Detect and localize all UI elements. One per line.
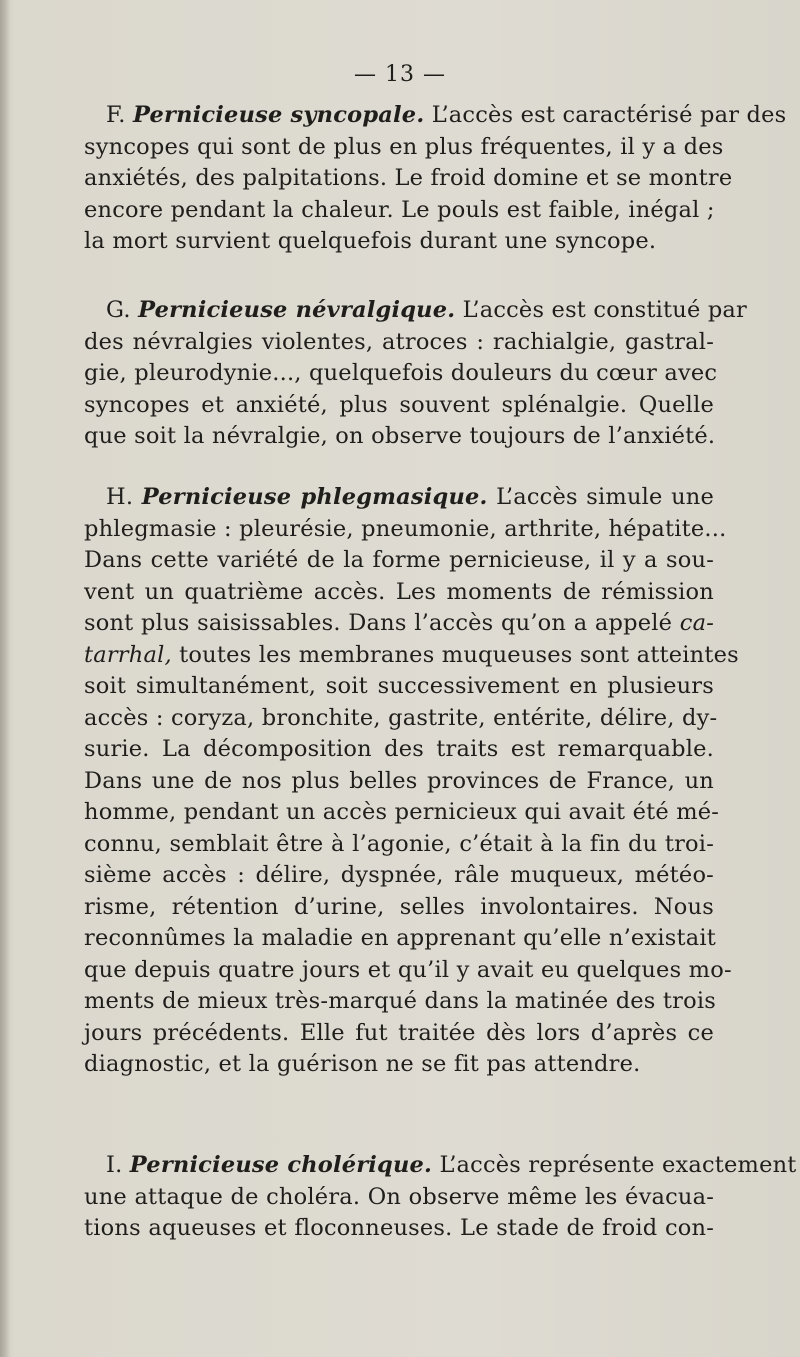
text-line — [84, 1150, 797, 1182]
text-line: soit simultanément, soit successivement en plusieurs — [84, 673, 714, 699]
text-line: une attaque de choléra. On observe même les évacua- — [84, 1183, 714, 1210]
section-letter: H. — [106, 484, 142, 510]
section-letter: F. — [106, 102, 134, 128]
section-title: Pernicieuse syncopale. — [133, 102, 425, 128]
text-line: homme, pendant un accès pernicieux qui avait été mé- — [84, 799, 720, 825]
text-line: que depuis quatre jours et qu’il y avait eu quelques mo- — [84, 956, 732, 983]
text-line: ments de mieux très-marqué dans la matinée des trois — [84, 988, 716, 1014]
text-line — [84, 640, 739, 672]
text-line: diagnostic, et la guérison ne se fit pas attendre. — [84, 1051, 641, 1077]
paragraph-h — [84, 482, 739, 1081]
text-line: vent un quatrième accès. Les moments de rémission — [84, 578, 714, 605]
text-line: que soit la névralgie, on observe toujours de l’anxiété. — [84, 423, 716, 449]
text-line: risme, rétention d’urine, selles involontaires. Nous — [84, 893, 714, 920]
text-line: reconnûmes la maladie en apprenant qu’elle n’existait — [84, 925, 716, 951]
text-line: accès : coryza, bronchite, gastrite, entérite, délire, dy- — [84, 704, 718, 731]
section-title: Pernicieuse phlegmasique. — [141, 484, 488, 510]
text-line — [84, 482, 714, 514]
paragraph-i — [84, 1150, 797, 1245]
text-line: Dans une de nos plus belles provinces de France, un — [84, 767, 714, 794]
page-edge-shadow — [0, 0, 10, 1357]
line-text: L’accès est constitué par — [455, 297, 747, 323]
section-title: Pernicieuse névralgique. — [138, 297, 456, 323]
section-letter: I. — [106, 1152, 130, 1178]
text-line: phlegmasie : pleurésie, pneumonie, arthrite, hépatite... — [84, 515, 727, 542]
line-text: L’accès représente exactement — [432, 1152, 797, 1178]
line-text: L’accès simule une — [487, 484, 715, 510]
text-line: encore pendant la chaleur. Le pouls est faible, inégal ; — [84, 196, 715, 223]
text-line — [84, 100, 787, 132]
section-letter: G. — [106, 297, 139, 323]
line-text: L’accès est caractérisé par des — [424, 102, 787, 128]
text-line: des névralgies violentes, atroces : rachialgie, gastral- — [84, 328, 714, 355]
page-number: — 13 — — [354, 62, 446, 87]
line-text: toutes les membranes muqueuses sont atteintes — [171, 641, 739, 668]
paragraph-g — [84, 295, 747, 453]
text-line — [84, 608, 714, 640]
text-line: syncopes et anxiété, plus souvent splénalgie. Quelle — [84, 391, 714, 418]
line-text: sont plus saisissables. Dans l’accès qu’on a appelé — [84, 610, 680, 636]
text-line: tions aqueuses et floconneuses. Le stade de froid con- — [84, 1215, 714, 1241]
text-line: la mort survient quelquefois durant une syncope. — [84, 228, 657, 254]
text-line: Dans cette variété de la forme pernicieuse, il y a sou- — [84, 547, 714, 573]
italic-term: tarrhal, — [84, 641, 172, 668]
text-line: jours précédents. Elle fut traitée dès lors d’après ce — [84, 1019, 714, 1046]
text-line: syncopes qui sont de plus en plus fréquentes, il y a des — [84, 133, 724, 160]
text-line: connu, semblait être à l’agonie, c’était à la fin du troi- — [84, 830, 714, 857]
paragraph-f — [84, 100, 787, 258]
italic-term: ca- — [679, 610, 714, 636]
text-line: surie. La décomposition des traits est remarquable. — [84, 736, 714, 762]
text-line — [84, 295, 747, 327]
text-line: sième accès : délire, dyspnée, râle muqueux, météo- — [84, 862, 714, 888]
text-line: gie, pleurodynie..., quelquefois douleurs du cœur avec — [84, 360, 718, 386]
section-title: Pernicieuse cholérique. — [129, 1152, 433, 1178]
text-line: anxiétés, des palpitations. Le froid domine et se montre — [84, 165, 733, 191]
